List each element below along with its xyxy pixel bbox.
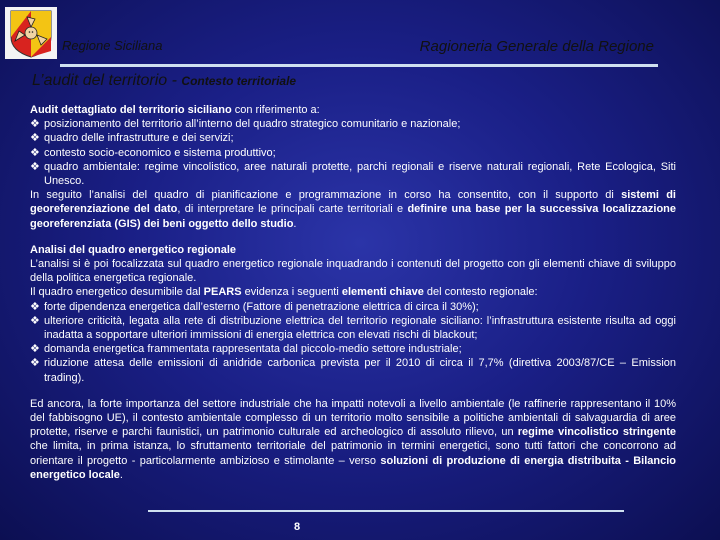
bullet-icon: ❖ bbox=[30, 118, 40, 131]
list-item: ❖ contesto socio-economico e sistema produttivo; bbox=[30, 146, 276, 159]
list-item: ❖ forte dipendenza energetica dall’esterno (Fattore di penetrazione elettrica di circa il 30%); bbox=[30, 300, 479, 313]
list-item: ❖ quadro ambientale: regime vincolistico, aree naturali protette, parchi regionali e riserve naturali regionali, Rete Ecologica, Siti Unesco. bbox=[30, 160, 676, 188]
bullet-icon: ❖ bbox=[30, 357, 40, 370]
list-item: ❖ riduzione attesa delle emissioni di anidride carbonica prevista per il 2010 di circa il 7,7% (direttiva 2003/87/CE – Emission trading). bbox=[30, 357, 676, 384]
slide-body bbox=[30, 103, 676, 482]
regione-siciliana-logo bbox=[5, 7, 57, 59]
section2-key-elements: Il quadro energetico desumibile dal PEARS evidenza i seguenti elementi chiave del contesto regionale: bbox=[30, 286, 538, 299]
section2-paragraph: L’analisi si è poi focalizzata sul quadro energetico regionale inquadrando i contenuti del progetto con gli elementi chiave di sviluppo della politica energetica regionale. bbox=[30, 258, 676, 285]
list-item: ❖ ulteriore criticità, legata alla rete di distribuzione elettrica del territorio regionale siciliano: l’infrastruttura esistente risulta ad oggi inadatta a sopportare ulteriori immissioni di energia elettrica con elevati rischi di blackout; bbox=[30, 314, 676, 342]
bullet-icon: ❖ bbox=[30, 300, 40, 313]
section2-heading: Analisi del quadro energetico regionale bbox=[30, 243, 236, 256]
bullet-icon: ❖ bbox=[30, 160, 40, 173]
bullet-icon: ❖ bbox=[30, 146, 40, 159]
footer-divider bbox=[148, 510, 624, 512]
header-department-name: Ragioneria Generale della Regione bbox=[419, 38, 654, 55]
slide-title bbox=[32, 72, 296, 90]
bullet-icon: ❖ bbox=[30, 132, 40, 145]
list-item: ❖ posizionamento del territorio all’interno del quadro strategico comunitario e nazionale; bbox=[30, 118, 461, 131]
section1-intro: Audit dettagliato del territorio siciliano con riferimento a: bbox=[30, 104, 320, 116]
section1-paragraph: In seguito l’analisi del quadro di pianificazione e programmazione in corso ha consentito, con il supporto di sistemi di georeferenziazione del dato, di interpretare le principali carte territoriali e definire una base per la successiva localizzazione georeferenziata (GIS) dei beni oggetto dello studio. bbox=[30, 189, 676, 230]
slide-subtitle: Contesto territoriale bbox=[181, 74, 297, 88]
bullet-icon: ❖ bbox=[30, 343, 40, 356]
list-item: ❖ domanda energetica frammentata rappresentata dal piccolo-medio settore industriale; bbox=[30, 343, 462, 356]
slide-title-main: L’audit del territorio - bbox=[32, 72, 182, 89]
list-item: ❖ quadro delle infrastrutture e dei servizi; bbox=[30, 132, 234, 145]
bullet-icon: ❖ bbox=[30, 314, 40, 327]
section3-paragraph: Ed ancora, la forte importanza del settore industriale che ha impatti notevoli a livello ambientale (le raffinerie rappresentano il 10% del fabbisogno UE), il contesto ambientale complesso di un territorio molto sensibile a politiche ambientali di salvaguardia di aree protette, riserve e parchi faunistici, un patrimonio culturale ed archeologico di assoluto rilievo, un regime vincolistico stringente che limita, in prima istanza, lo sfruttamento territoriale del patrimonio in termini energetici, sono tutti fattori che concorrono ad orientare il progetto - particolarmente ambizioso e stimolante – verso soluzioni di produzione di energia distribuita - Bilancio energetico locale. bbox=[30, 397, 677, 481]
header-divider bbox=[60, 64, 658, 67]
page-number: 8 bbox=[294, 521, 301, 533]
header-region-name: Regione Siciliana bbox=[62, 38, 163, 53]
